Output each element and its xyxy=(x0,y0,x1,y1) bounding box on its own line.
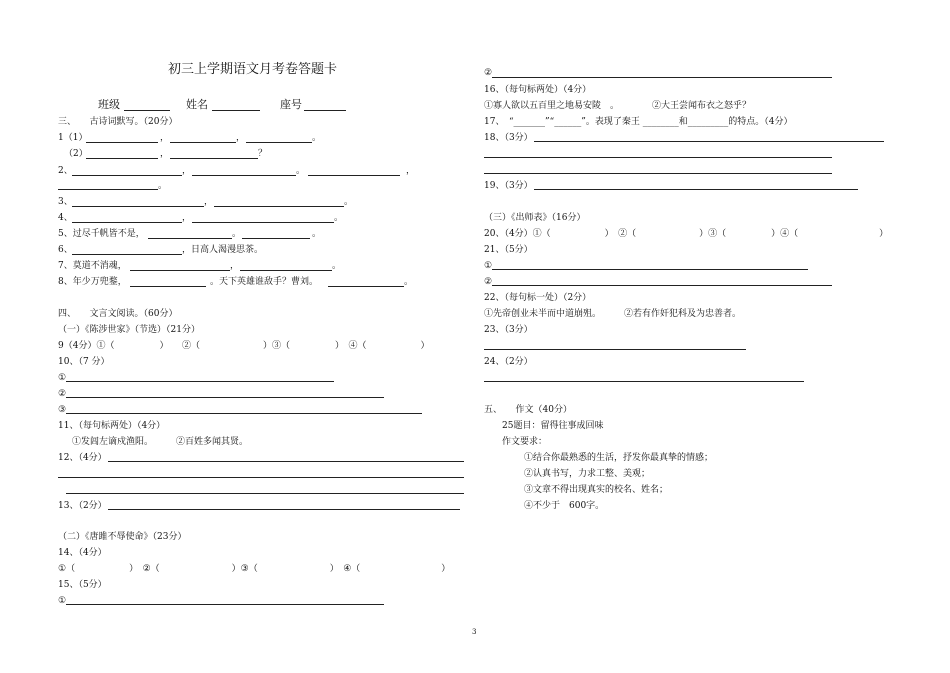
q12-line-1[interactable] xyxy=(108,461,464,462)
q10-line-3[interactable] xyxy=(66,413,422,414)
q24-label: 24、（2分） xyxy=(484,357,533,367)
q16-label: 16、（每句标两处）（4分） xyxy=(484,85,592,95)
q18-line-2[interactable] xyxy=(484,157,832,158)
q3-comma: ， xyxy=(204,197,214,207)
q4-label: 4、 xyxy=(58,213,73,223)
q2-label: 2、 xyxy=(58,166,73,176)
q15-c1: ① xyxy=(58,596,67,606)
q8-period: 。 xyxy=(404,277,414,287)
seat-label: 座号 xyxy=(280,98,302,111)
q1-2-label: （2） xyxy=(64,149,88,159)
q21-line-2[interactable] xyxy=(492,285,832,286)
page-title: 初三上学期语文月考卷答题卡 xyxy=(168,62,338,77)
q1-2-line-a[interactable] xyxy=(86,158,158,159)
class-label: 班级 xyxy=(98,98,120,111)
q3-label: 3、 xyxy=(58,197,73,207)
q21-line-1[interactable] xyxy=(492,269,808,270)
q20-text: 20、（4分）①（ ） ②（ ）③（ ）④（ ） xyxy=(484,229,889,239)
q23-label: 23、（3分） xyxy=(484,325,533,335)
q10-c2: ② xyxy=(58,389,67,399)
q7-line-b[interactable] xyxy=(240,270,332,271)
q19-label: 19、（3分） xyxy=(484,181,533,191)
q5-label: 5、过尽千帆皆不是， xyxy=(58,229,145,239)
q14-text: ①（ ） ②（ ）③（ ） ④（ ） xyxy=(58,564,451,574)
q12-line-3[interactable] xyxy=(66,493,464,494)
q18-line-1[interactable] xyxy=(534,141,884,142)
q6-line[interactable] xyxy=(72,254,182,255)
essay-req-4: ④不少于 600字。 xyxy=(524,501,605,511)
q18-line-3[interactable] xyxy=(484,173,832,174)
q13-line[interactable] xyxy=(108,509,460,510)
q21-c1: ① xyxy=(484,261,493,271)
q11-sentence-1: ①发闾左谪戍渔阳。 xyxy=(72,437,154,447)
sec5-heading: 五、 作文（40分） xyxy=(484,405,572,415)
q24-line[interactable] xyxy=(484,381,804,382)
q2-line-d[interactable] xyxy=(58,189,158,190)
q9-text: 9（4分）①（ ） ②（ ）③（ ） ④（ ） xyxy=(58,341,430,351)
q1-2-question: ？ xyxy=(258,149,268,159)
q1-period: 。 xyxy=(312,133,322,143)
q1-comma-b: ， xyxy=(236,133,246,143)
q18-label: 18、（3分） xyxy=(484,133,533,143)
essay-req-1: ①结合你最熟悉的生活，抒发你最真挚的情感； xyxy=(524,453,714,463)
q21-label: 21、（5分） xyxy=(484,245,533,255)
q3-period: 。 xyxy=(344,197,354,207)
q10-line-1[interactable] xyxy=(66,381,334,382)
q8-label: 8、年少万兜鍪， xyxy=(58,277,127,287)
q15-c2: ② xyxy=(484,68,493,78)
class-field[interactable] xyxy=(124,110,170,111)
q7-period: 。 xyxy=(332,261,342,271)
q4-line-b[interactable] xyxy=(192,222,334,223)
sec3-heading: 三、 古诗词默写。（20分） xyxy=(58,117,178,127)
essay-req-2: ②认真书写，力求工整、美观； xyxy=(524,469,651,479)
q2-comma-a: ， xyxy=(182,166,192,176)
sec4-heading: 四、 文言文阅读。（60分） xyxy=(58,309,178,319)
q1-1-line-b[interactable] xyxy=(170,142,236,143)
essay-req-3: ③文章不得出现真实的校名、姓名； xyxy=(524,485,669,495)
q3-line-a[interactable] xyxy=(72,206,204,207)
q11-sentence-2: ②百姓多闻其贤。 xyxy=(176,437,249,447)
q1-2-line-b[interactable] xyxy=(170,158,258,159)
q5-line-b[interactable] xyxy=(242,238,310,239)
q17-text: 17、 “_______”“______”。表现了秦王 ________和_________的特点。（4分） xyxy=(484,117,793,127)
q11-label: 11、（每句标两处）（4分） xyxy=(58,421,166,431)
seat-field[interactable] xyxy=(304,110,346,111)
q8-line-b[interactable] xyxy=(328,286,404,287)
q2-line-b[interactable] xyxy=(192,175,296,176)
q7-label: 7、莫道不消魂， xyxy=(58,261,127,271)
q23-line[interactable] xyxy=(484,349,746,350)
q5-period-a: 。 xyxy=(232,229,242,239)
essay-requirements-label: 作文要求： xyxy=(502,437,548,447)
q2-line-a[interactable] xyxy=(72,175,182,176)
q1-label: 1（1） xyxy=(58,133,88,143)
q10-line-2[interactable] xyxy=(66,397,384,398)
q2-period-b: 。 xyxy=(158,181,168,191)
part1-heading: （一）《陈涉世家》（节选）（21分） xyxy=(58,325,200,335)
q16-sentence-1: ①寡人欲以五百里之地易安陵 。 xyxy=(484,101,620,111)
q14-label: 14、（4分） xyxy=(58,548,107,558)
q16-sentence-2: ②大王尝闻布衣之怒乎？ xyxy=(652,101,752,111)
q22-sentence-2: ②若有作奸犯科及为忠善者。 xyxy=(624,309,742,319)
q7-line-a[interactable] xyxy=(130,270,230,271)
q12-line-2[interactable] xyxy=(58,477,464,478)
q1-2-comma: ， xyxy=(160,149,170,159)
q5-line-a[interactable] xyxy=(148,238,232,239)
q2-comma-b: ， xyxy=(406,166,416,176)
q2-line-c[interactable] xyxy=(308,175,400,176)
q3-line-b[interactable] xyxy=(214,206,344,207)
q2-period-a: 。 xyxy=(296,166,306,176)
part2-heading: （二）《唐雎不辱使命》（23分） xyxy=(58,532,187,542)
q6-label: 6、 xyxy=(58,245,73,255)
q6-text: ，日高人渴漫思茶。 xyxy=(182,245,264,255)
q1-1-line-a[interactable] xyxy=(86,142,158,143)
q8-line-a[interactable] xyxy=(130,286,206,287)
q4-comma: ， xyxy=(182,213,192,223)
q15-line-2[interactable] xyxy=(492,77,832,78)
q21-c2: ② xyxy=(484,277,493,287)
q22-sentence-1: ①先帝创业未半而中道崩殂。 xyxy=(484,309,602,319)
q5-period-b: 。 xyxy=(312,229,322,239)
essay-topic: 25题目：留得往事成回味 xyxy=(502,421,604,431)
q15-label: 15、（5分） xyxy=(58,580,107,590)
name-field[interactable] xyxy=(212,110,260,111)
q4-line-a[interactable] xyxy=(72,222,182,223)
q13-label: 13、（2分） xyxy=(58,501,107,511)
name-label: 姓名 xyxy=(186,98,208,111)
q1-comma-a: ， xyxy=(160,133,170,143)
q4-period: 。 xyxy=(334,213,344,223)
q10-c1: ① xyxy=(58,373,67,383)
q8-text: 。天下英雄谁敌手？曹刘。 xyxy=(210,277,319,287)
q22-label: 22、（每句标一处）（2分） xyxy=(484,293,592,303)
q15-line-1[interactable] xyxy=(66,604,384,605)
q7-comma: ， xyxy=(230,261,240,271)
q12-label: 12、（4分） xyxy=(58,453,107,463)
part3-heading: （三）《出师表》（16分） xyxy=(484,213,586,223)
page-number: 3 xyxy=(472,628,477,636)
q10-label: 10、（7 分） xyxy=(58,357,110,367)
q1-1-line-c[interactable] xyxy=(246,142,312,143)
q10-c3: ③ xyxy=(58,405,67,415)
q19-line[interactable] xyxy=(534,189,858,190)
